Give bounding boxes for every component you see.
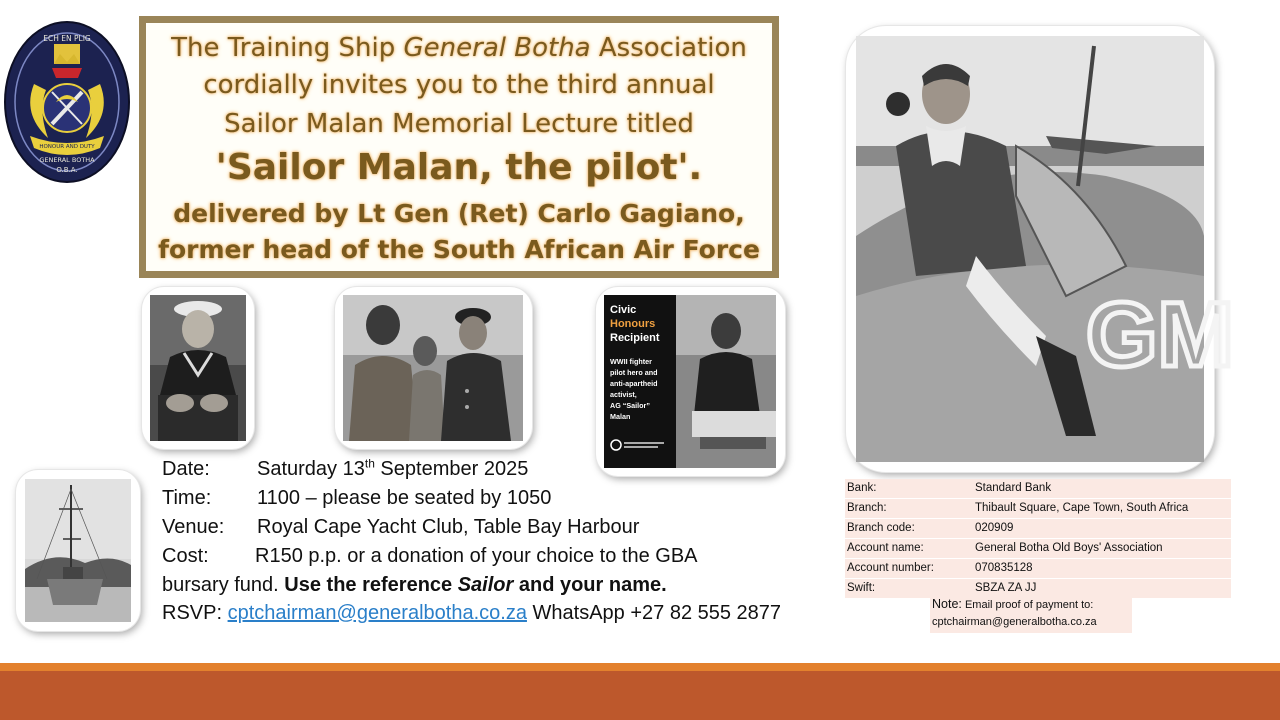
rsvp-label: RSVP: [162, 602, 228, 624]
cost-label: Cost: [162, 544, 209, 567]
table-row [845, 539, 1231, 559]
time-row [162, 484, 842, 513]
note-text: Email proof of payment to: [961, 599, 1094, 611]
invitation-title-box [139, 16, 779, 278]
lecture-title: 'Sailor Malan, the pilot'. [215, 147, 703, 188]
date-row [162, 449, 842, 484]
bank-value: Standard Bank [975, 482, 1052, 494]
branch-label: Branch: [847, 502, 887, 514]
bank-label: Bank: [847, 482, 877, 494]
note-email: cptchairman@generalbotha.co.za [932, 616, 1097, 628]
footer-accent-line [0, 663, 1280, 671]
training-ship-photo [16, 470, 140, 631]
time-value: 1100 – please be seated by 1050 [257, 486, 552, 509]
poster-desc-4: activist, [610, 390, 637, 399]
poster-recipient: Recipient [610, 332, 660, 344]
branch-code-label: Branch code: [847, 522, 915, 534]
logo-initials: O.B.A. [56, 166, 78, 174]
civic-honours-poster [596, 287, 785, 476]
speaker-role-line: former head of the South African Air Force [158, 235, 760, 264]
payment-note [930, 595, 1132, 633]
swift-value: SBZA ZA JJ [975, 582, 1037, 594]
rsvp-email-link[interactable]: cptchairman@generalbotha.co.za [227, 602, 527, 624]
oba-crest-logo [4, 20, 130, 184]
branch-code-value: 020909 [975, 522, 1014, 534]
poster-desc-1: WWII fighter [610, 357, 652, 366]
account-number-value: 070835128 [975, 562, 1033, 574]
footer-band [0, 671, 1280, 720]
logo-name: GENERAL BOTHA [39, 156, 95, 164]
logo-motto: ECH EN PLIG [43, 34, 91, 43]
title-line-1: The Training Ship General Botha Association [171, 33, 747, 63]
poster-civic: Civic [610, 304, 637, 316]
title-line-2: cordially invites you to the third annual [203, 70, 715, 100]
poster-desc-5: AG “Sailor” [610, 401, 650, 410]
date-value: Saturday 13th September 2025 [257, 456, 529, 480]
account-name-label: Account name: [847, 542, 924, 554]
poster-honours: Honours [610, 318, 656, 330]
swift-label: Swift: [847, 582, 876, 594]
table-row [845, 559, 1231, 579]
account-name-value: General Botha Old Boys' Association [975, 542, 1163, 554]
poster-desc-3: anti-apartheid [610, 379, 658, 388]
table-row [845, 499, 1231, 519]
cost-reference-row: bursary fund. Use the reference Sailor and your name. [162, 573, 667, 596]
date-label: Date: [162, 457, 210, 480]
aircraft-lettering: GM [1086, 284, 1235, 386]
speaker-line: delivered by Lt Gen (Ret) Carlo Gagiano, [173, 199, 745, 228]
cost-row [162, 542, 842, 571]
event-details [162, 449, 842, 600]
pilots-group-photo [335, 287, 532, 449]
venue-row [162, 513, 842, 542]
poster-desc-6: Malan [610, 412, 631, 421]
table-row [845, 479, 1231, 499]
venue-value: Royal Cape Yacht Club, Table Bay Harbour [257, 515, 640, 538]
rsvp-whatsapp: WhatsApp +27 82 555 2877 [526, 602, 782, 624]
main-pilot-spitfire-photo [846, 26, 1235, 472]
title-line-3: Sailor Malan Memorial Lecture titled [224, 109, 694, 139]
logo-ribbon: HONOUR AND DUTY [39, 144, 95, 150]
poster-desc-2: pilot hero and [610, 368, 658, 377]
table-row [845, 519, 1231, 539]
rsvp-line [162, 602, 781, 625]
sailor-portrait-photo [142, 287, 254, 449]
note-label: Note: [932, 597, 962, 611]
bank-details-table [845, 479, 1231, 599]
account-number-label: Account number: [847, 562, 934, 574]
time-label: Time: [162, 486, 212, 509]
branch-value: Thibault Square, Cape Town, South Africa [975, 502, 1189, 514]
cost-value: R150 p.p. or a donation of your choice to the GBA [255, 544, 698, 567]
venue-label: Venue: [162, 515, 225, 538]
